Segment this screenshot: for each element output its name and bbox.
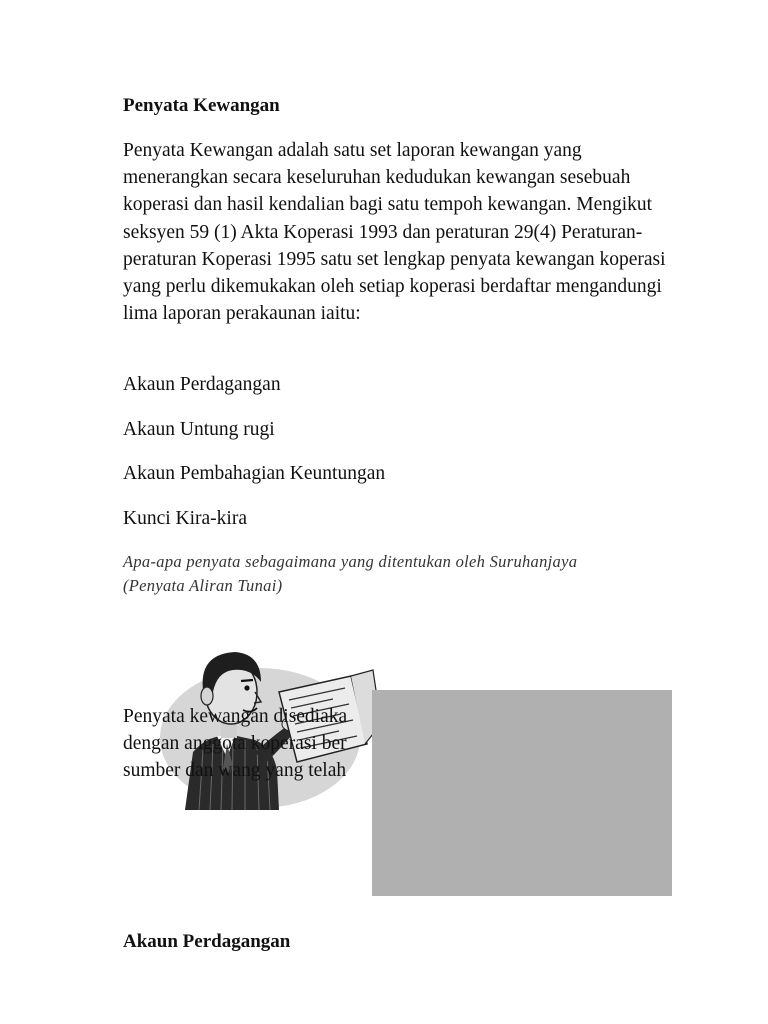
partial-line-3: sumber dan wang yang telah [123,760,347,781]
section-title: Penyata Kewangan [123,95,280,116]
report-item-profit-distribution: Akaun Pembahagian Keuntungan [123,463,386,484]
report-item-balance-sheet: Kunci Kira-kira [123,508,247,529]
trading-account-heading: Akaun Perdagangan [123,931,291,952]
report-item-trading: Akaun Perdagangan [123,374,281,395]
partially-hidden-paragraph [123,703,347,784]
commission-note-line-1: Apa-apa penyata sebagaimana yang ditentukan oleh Suruhanjaya [123,552,578,571]
partial-line-1: Penyata kewangan disediaka [123,706,348,727]
commission-note-line-2: (Penyata Aliran Tunai) [123,576,283,595]
image-placeholder-box [372,690,672,896]
partial-line-2: dengan anggota koperasi ber [123,733,347,754]
intro-paragraph: Penyata Kewangan adalah satu set laporan kewangan yang menerangkan secara keseluruhan kedudukan kewangan sesebuah koperasi dan hasil kendalian bagi satu tempoh kewangan. Mengikut seksyen 59 (1) Akta Koperasi 1993 dan peraturan 29(4) Peraturan-peraturan Koperasi 1995 satu set lengkap penyata kewangan koperasi yang perlu dikemukakan oleh setiap koperasi berdaftar mengandungi lima laporan perakaunan iaitu: [123,140,666,325]
report-item-profit-loss: Akaun Untung rugi [123,419,275,440]
commission-note [123,550,683,598]
